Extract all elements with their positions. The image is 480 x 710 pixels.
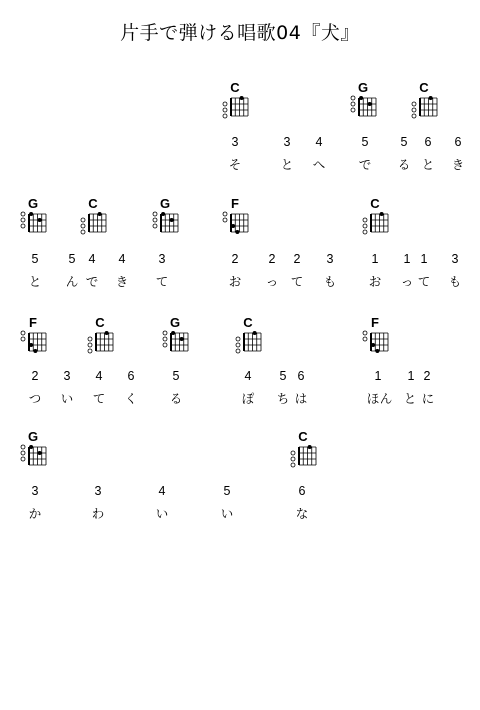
finger-dot — [180, 337, 184, 341]
open-string-marker — [291, 463, 295, 467]
finger-dot — [98, 212, 102, 216]
lyric-char: は — [294, 391, 308, 406]
chord-block — [18, 317, 48, 365]
note-number: 3 — [31, 484, 39, 498]
lyric-char: な — [295, 506, 309, 521]
lyric-char: と — [421, 157, 435, 172]
open-string-marker — [291, 451, 295, 455]
note-number: 5 — [172, 369, 180, 383]
chord-block — [220, 82, 250, 130]
open-string-marker — [163, 343, 167, 347]
chord-diagram-icon — [220, 212, 250, 242]
lyric-char: ぽ — [241, 391, 255, 406]
open-string-marker — [291, 457, 295, 461]
lyric-char: も — [448, 274, 462, 289]
chord-block — [233, 317, 263, 365]
lyric-char: も — [323, 274, 337, 289]
chord-name: G — [159, 196, 171, 211]
lyric-char: っ — [265, 274, 279, 289]
finger-dot — [240, 96, 244, 100]
note-number: 2 — [423, 369, 431, 383]
open-string-marker — [88, 343, 92, 347]
lyric-char: い — [220, 506, 234, 521]
chord-block — [348, 82, 378, 130]
open-string-marker — [21, 224, 25, 228]
finger-dot — [429, 96, 433, 100]
note-number: 6 — [454, 135, 462, 149]
note-number: 5 — [279, 369, 287, 383]
lyric-char: で — [85, 274, 99, 289]
chord-diagram-icon — [409, 96, 439, 126]
open-string-marker — [351, 96, 355, 100]
note-number: 6 — [127, 369, 135, 383]
lyric-char: と — [28, 274, 42, 289]
open-string-marker — [412, 108, 416, 112]
open-string-marker — [21, 451, 25, 455]
lyric-char: き — [451, 157, 465, 172]
note-number: 2 — [231, 252, 239, 266]
note-number: 2 — [268, 252, 276, 266]
chord-block — [360, 198, 390, 246]
open-string-marker — [153, 224, 157, 228]
open-string-marker — [351, 102, 355, 106]
lyric-char: わ — [91, 506, 105, 521]
lyric-char: て — [290, 274, 304, 289]
chord-name: F — [371, 315, 379, 330]
finger-dot — [170, 218, 174, 222]
note-number: 4 — [118, 252, 126, 266]
chord-diagram-icon — [18, 331, 48, 361]
note-number: 4 — [244, 369, 252, 383]
lyric-char: お — [228, 274, 242, 289]
finger-dot — [105, 331, 109, 335]
chord-name: C — [370, 196, 380, 211]
finger-dot — [38, 451, 42, 455]
chord-name: C — [95, 315, 105, 330]
lyric-char: き — [115, 274, 129, 289]
finger-dot — [29, 343, 33, 347]
lyric-char: ん — [65, 274, 79, 289]
chord-diagram-icon — [360, 331, 390, 361]
note-number: 2 — [31, 369, 39, 383]
note-number: 5 — [400, 135, 408, 149]
open-string-marker — [236, 349, 240, 353]
finger-dot — [235, 230, 239, 234]
open-string-marker — [88, 349, 92, 353]
lyric-char: で — [358, 157, 372, 172]
note-number: 6 — [298, 484, 306, 498]
note-number: 4 — [95, 369, 103, 383]
chord-diagram-icon — [288, 445, 318, 475]
note-number: 4 — [158, 484, 166, 498]
chord-diagram-icon — [18, 445, 48, 475]
chord-diagram-icon — [220, 96, 250, 126]
open-string-marker — [153, 212, 157, 216]
chord-block — [160, 317, 190, 365]
open-string-marker — [163, 337, 167, 341]
open-string-marker — [223, 108, 227, 112]
open-string-marker — [363, 331, 367, 335]
page-title: 片手で弾ける唱歌04『犬』 — [120, 22, 360, 44]
lyric-char: る — [169, 391, 183, 406]
open-string-marker — [81, 224, 85, 228]
open-string-marker — [412, 102, 416, 106]
note-number: 1 — [407, 369, 415, 383]
lyric-char: か — [28, 506, 42, 521]
lyric-char: て — [155, 274, 169, 289]
open-string-marker — [81, 230, 85, 234]
chord-block — [409, 82, 439, 130]
note-number: 3 — [231, 135, 239, 149]
chord-name: C — [419, 80, 429, 95]
open-string-marker — [21, 218, 25, 222]
note-number: 4 — [88, 252, 96, 266]
chord-name: G — [357, 80, 369, 95]
note-number: 1 — [374, 369, 382, 383]
chord-diagram-icon — [85, 331, 115, 361]
lyric-char: る — [397, 157, 411, 172]
finger-dot — [380, 212, 384, 216]
lyric-char: お — [368, 274, 382, 289]
lyric-char: つ — [28, 391, 42, 406]
chord-name: G — [27, 196, 39, 211]
chord-diagram-icon — [78, 212, 108, 242]
lyric-char: へ — [312, 157, 326, 172]
finger-dot — [171, 331, 175, 335]
note-number: 3 — [158, 252, 166, 266]
open-string-marker — [363, 218, 367, 222]
note-number: 6 — [424, 135, 432, 149]
note-number: 1 — [420, 252, 428, 266]
open-string-marker — [21, 457, 25, 461]
chord-diagram-icon — [233, 331, 263, 361]
lyric-char: て — [417, 274, 431, 289]
note-number: 1 — [371, 252, 379, 266]
note-number: 3 — [451, 252, 459, 266]
chord-diagram-icon — [360, 212, 390, 242]
lyric-char: い — [60, 391, 74, 406]
open-string-marker — [363, 230, 367, 234]
finger-dot — [33, 349, 37, 353]
finger-dot — [29, 445, 33, 449]
chord-name: G — [27, 429, 39, 444]
note-number: 3 — [63, 369, 71, 383]
open-string-marker — [412, 114, 416, 118]
open-string-marker — [236, 337, 240, 341]
chord-name: G — [169, 315, 181, 330]
lyric-char: ん — [379, 391, 393, 406]
lyric-char: い — [155, 506, 169, 521]
open-string-marker — [363, 337, 367, 341]
chord-block — [288, 431, 318, 479]
open-string-marker — [351, 108, 355, 112]
open-string-marker — [88, 337, 92, 341]
finger-dot — [38, 218, 42, 222]
note-number: 3 — [94, 484, 102, 498]
note-number: 3 — [283, 135, 291, 149]
chord-block — [150, 198, 180, 246]
lyric-char: て — [92, 391, 106, 406]
open-string-marker — [21, 212, 25, 216]
note-number: 5 — [361, 135, 369, 149]
chord-name: C — [298, 429, 308, 444]
chord-name: C — [243, 315, 253, 330]
chord-diagram-icon — [160, 331, 190, 361]
note-number: 3 — [326, 252, 334, 266]
open-string-marker — [223, 212, 227, 216]
open-string-marker — [223, 114, 227, 118]
chord-diagram-icon — [150, 212, 180, 242]
open-string-marker — [236, 343, 240, 347]
lyric-char: そ — [228, 157, 242, 172]
chord-block — [220, 198, 250, 246]
finger-dot — [368, 102, 372, 106]
open-string-marker — [153, 218, 157, 222]
open-string-marker — [163, 331, 167, 335]
lyric-char: に — [421, 391, 435, 406]
open-string-marker — [363, 224, 367, 228]
open-string-marker — [223, 218, 227, 222]
finger-dot — [359, 96, 363, 100]
note-number: 4 — [315, 135, 323, 149]
note-number: 6 — [297, 369, 305, 383]
note-number: 5 — [223, 484, 231, 498]
chord-block — [18, 431, 48, 479]
finger-dot — [231, 224, 235, 228]
finger-dot — [29, 212, 33, 216]
note-number: 5 — [68, 252, 76, 266]
finger-dot — [308, 445, 312, 449]
finger-dot — [375, 349, 379, 353]
lyric-char: く — [124, 391, 138, 406]
note-number: 1 — [403, 252, 411, 266]
note-number: 2 — [293, 252, 301, 266]
chord-name: C — [230, 80, 240, 95]
lyric-char: っ — [400, 274, 414, 289]
finger-dot — [161, 212, 165, 216]
chord-name: F — [231, 196, 239, 211]
open-string-marker — [81, 218, 85, 222]
finger-dot — [371, 343, 375, 347]
open-string-marker — [223, 102, 227, 106]
chord-name: C — [88, 196, 98, 211]
chord-name: F — [29, 315, 37, 330]
lyric-char: ち — [276, 391, 290, 406]
lyric-char: と — [403, 391, 417, 406]
chord-block — [85, 317, 115, 365]
finger-dot — [253, 331, 257, 335]
open-string-marker — [21, 337, 25, 341]
chord-diagram-icon — [348, 96, 378, 126]
chord-block — [18, 198, 48, 246]
lyric-char: ほ — [366, 391, 380, 406]
chord-block — [360, 317, 390, 365]
chord-diagram-icon — [18, 212, 48, 242]
chord-block — [78, 198, 108, 246]
open-string-marker — [21, 445, 25, 449]
note-number: 5 — [31, 252, 39, 266]
open-string-marker — [21, 331, 25, 335]
lyric-char: と — [280, 157, 294, 172]
